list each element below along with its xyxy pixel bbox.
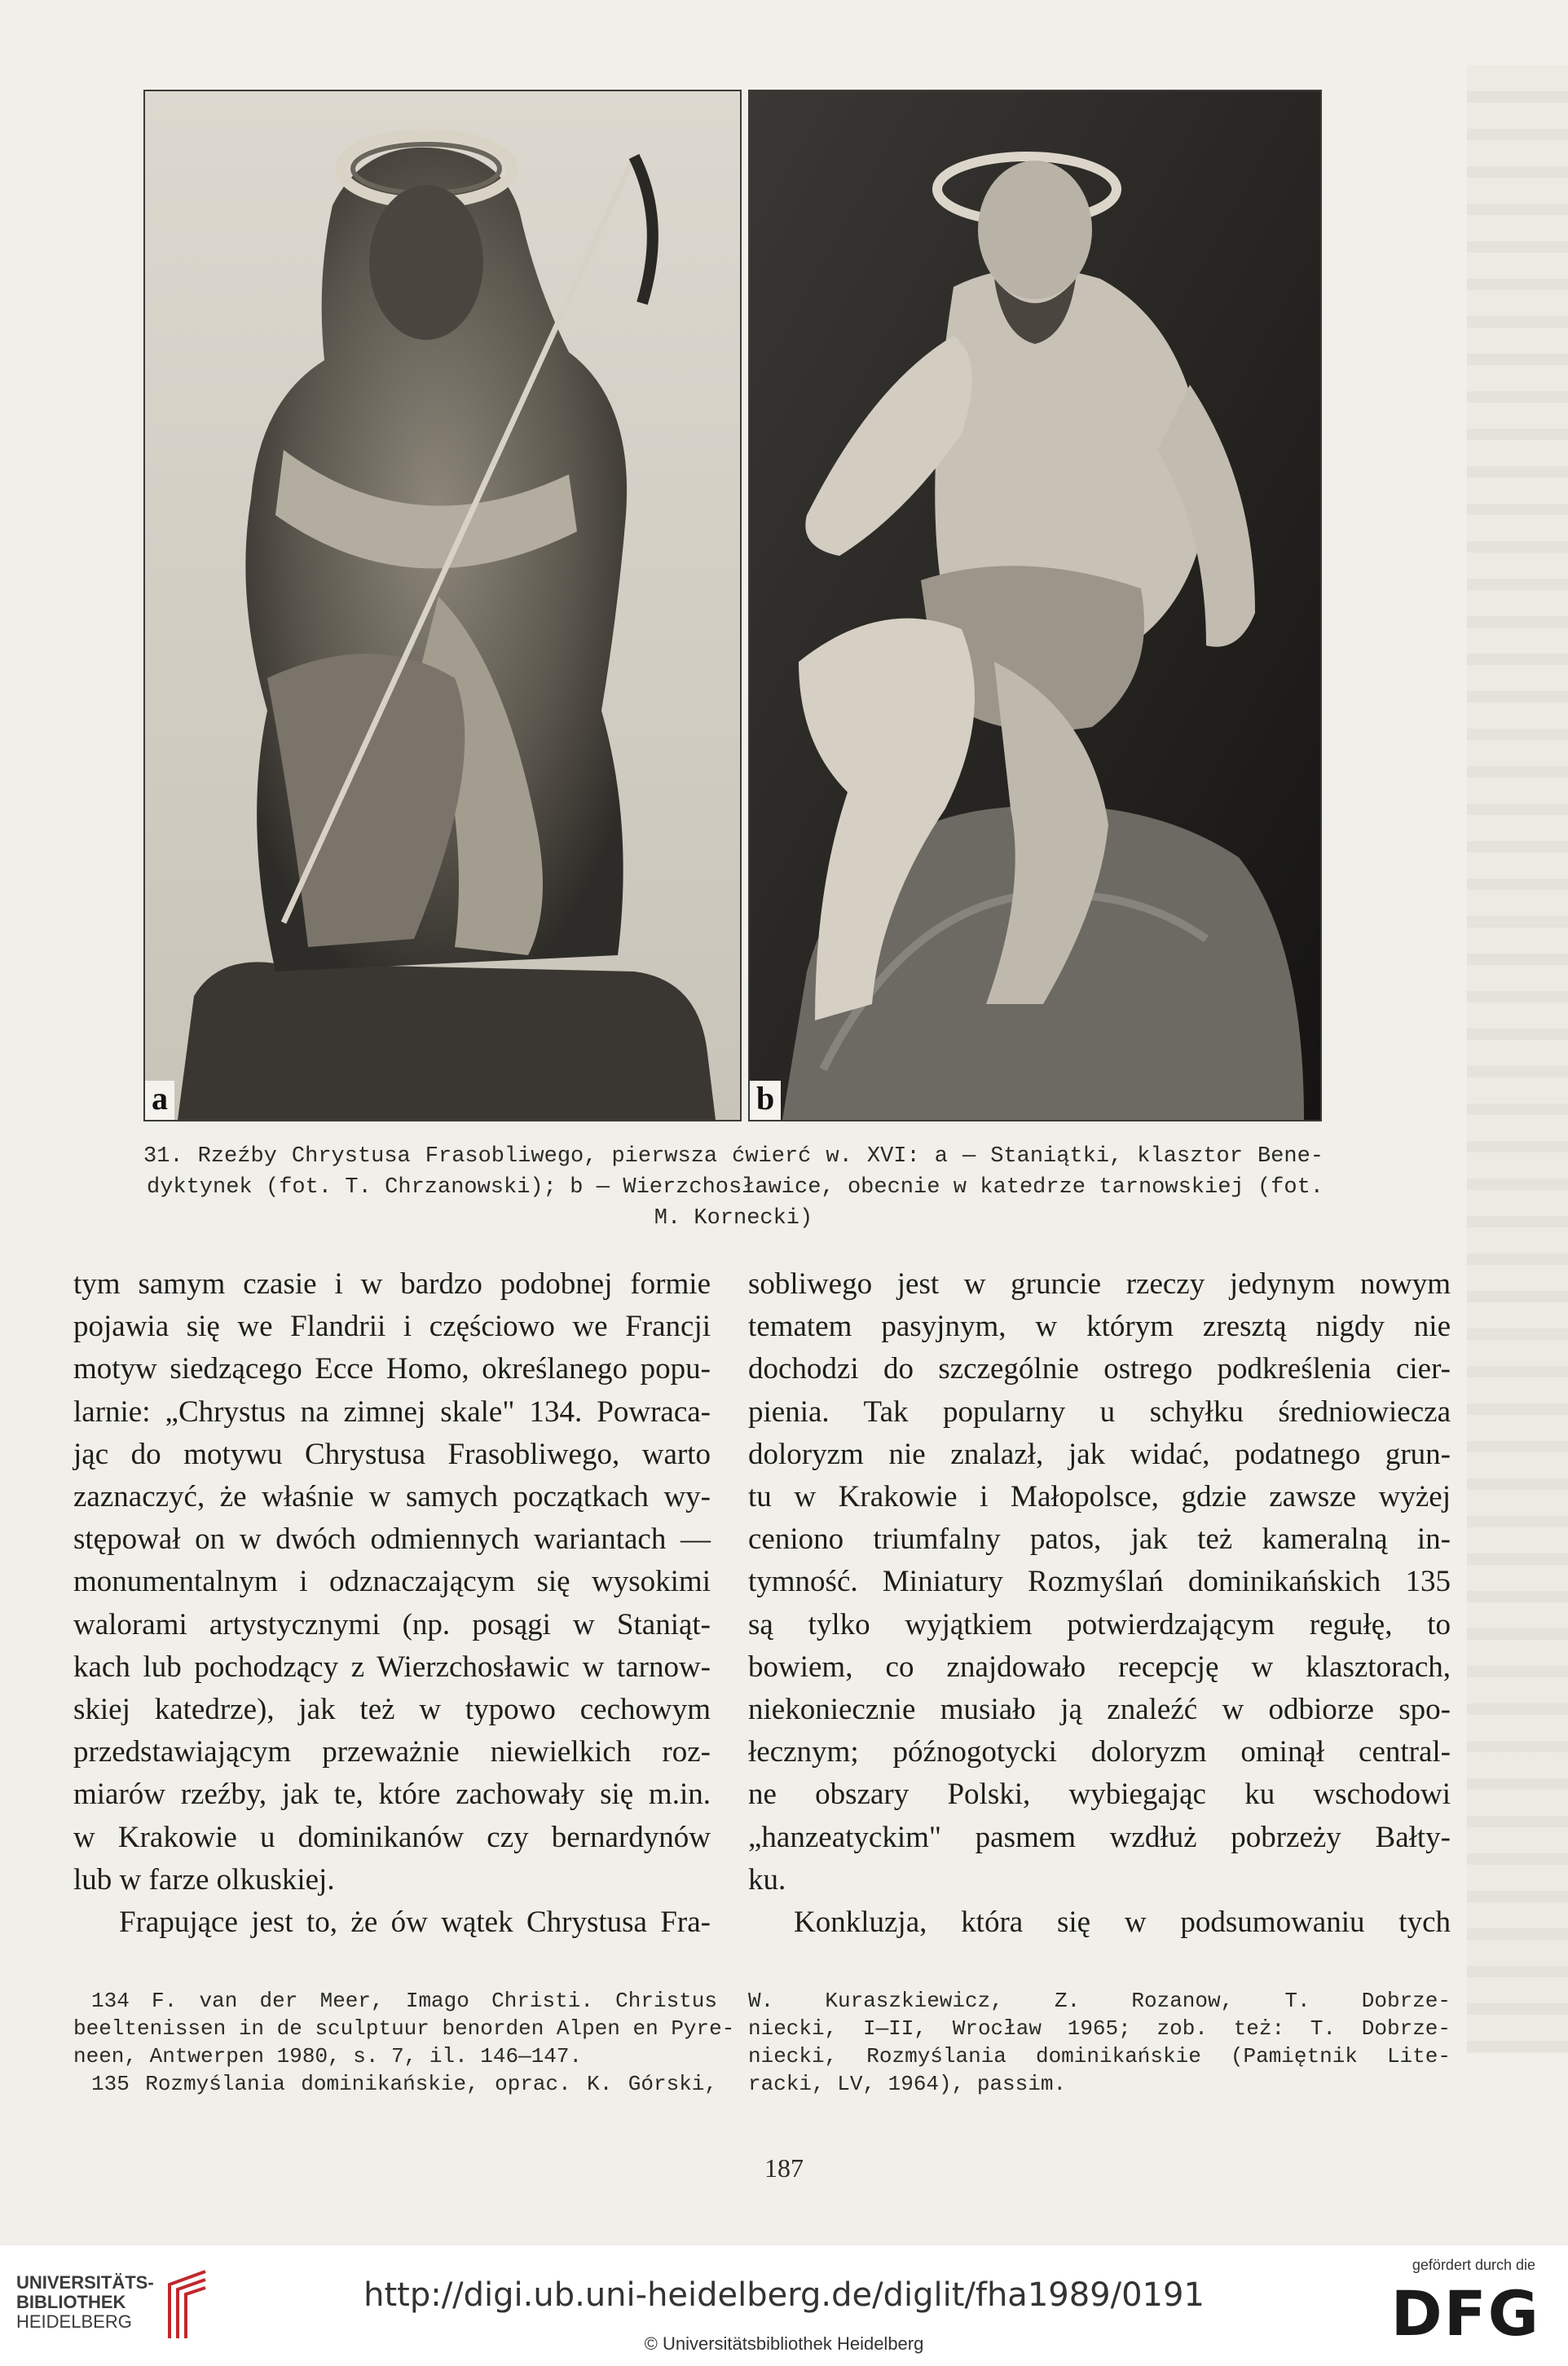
figure-caption: [143, 1141, 1324, 1234]
text-line: niekoniecznie musiało ją znaleźć w odbiorze spo-: [748, 1693, 1451, 1727]
footnotes-left: [73, 1987, 735, 2098]
library-name-line: UNIVERSITÄTS-: [16, 2272, 154, 2293]
footnote-line: 135 Rozmyślania dominikańskie, oprac. K. Górski,: [91, 2072, 717, 2096]
footnote-line: W. Kuraszkiewicz, Z. Rozanow, T. Dobrze-: [748, 1989, 1451, 2013]
caption-line: 31. Rzeźby Chrystusa Frasobliwego, pierwsza ćwierć w. XVI: a — Staniątki, klasztor Bene-: [143, 1144, 1324, 1169]
text-line: przedstawiającym przeważnie niewielkich roz-: [73, 1735, 711, 1769]
sculpture-a-image: [145, 91, 740, 1120]
adjacent-page-bleed: [1467, 65, 1568, 2054]
text-line: „hanzeatyckim" pasmem wzdłuż pobrzeży Bałty-: [748, 1820, 1451, 1854]
text-line: zaznaczyć, że właśnie w samych początkach wy-: [73, 1480, 711, 1514]
text-line: Frapujące jest to, że ów wątek Chrystusa Fra-: [119, 1906, 711, 1940]
footnote-line: beeltenissen in de sculptuur benorden Alpen en Pyre-: [73, 2016, 735, 2041]
text-line: łecznym; późnogotycki doloryzm ominął central-: [748, 1735, 1451, 1769]
text-line: lub w farze olkuskiej.: [73, 1862, 335, 1897]
text-line: ne obszary Polski, wybiegając ku wschodowi: [748, 1778, 1451, 1812]
footnote-line: niecki, Rozmyślania dominikańskie (Pamiętnik Lite-: [748, 2044, 1451, 2069]
text-line: tu w Krakowie i Małopolsce, gdzie zawsze wyżej: [748, 1480, 1451, 1514]
text-line: w Krakowie u dominikanów czy bernardynów: [73, 1820, 711, 1854]
text-line: tematem pasyjnym, w którym zresztą nigdy nie: [748, 1310, 1451, 1344]
text-line: walorami artystycznymi (np. posągi w Staniąt-: [73, 1607, 711, 1641]
caption-line: dyktynek (fot. T. Chrzanowski); b — Wierzchosławice, obecnie w katedrze tarnowskiej (fot.: [147, 1175, 1324, 1200]
text-line: motyw siedzącego Ecce Homo, określanego popu-: [73, 1352, 711, 1386]
footnote-line: 134 F. van der Meer, Imago Christi. Christus: [91, 1989, 717, 2013]
text-line: monumentalnym i odznaczającym się wysokimi: [73, 1565, 711, 1599]
text-line: dochodzi do szczególnie ostrego podkreślenia cier-: [748, 1352, 1451, 1386]
plate-a-label: a: [145, 1081, 174, 1120]
text-line: miarów rzeźby, jak te, które zachowały się m.in.: [73, 1778, 711, 1812]
library-name-line: BIBLIOTHEK: [16, 2292, 126, 2312]
sculpture-b-image: [750, 91, 1320, 1120]
text-line: stępował on w dwóch odmiennych wariantach —: [73, 1522, 711, 1557]
text-line: sobliwego jest w gruncie rzeczy jedynym nowym: [748, 1267, 1451, 1301]
text-line: bowiem, co znajdowało recepcję w klasztorach,: [748, 1650, 1451, 1684]
permalink-url[interactable]: http://digi.ub.uni-heidelberg.de/diglit/fha1989/0191: [363, 2276, 1205, 2314]
funding-note: gefördert durch die: [1412, 2257, 1535, 2273]
text-line: pienia. Tak popularny u schyłku średniowiecza: [748, 1394, 1451, 1429]
footnote-line: neen, Antwerpen 1980, s. 7, il. 146—147.: [73, 2044, 583, 2069]
text-line: tym samym czasie i w bardzo podobnej formie: [73, 1267, 711, 1301]
photo-plate-b: [748, 90, 1322, 1121]
page-number: 187: [764, 2153, 804, 2183]
text-line: skiej katedrze), jak też w typowo cechowym: [73, 1693, 711, 1727]
dfg-logo[interactable]: DFG: [1390, 2277, 1540, 2350]
text-line: ceniono triumfalny patos, jak też kameralną in-: [748, 1522, 1451, 1557]
text-line: jąc do motywu Chrystusa Frasobliwego, warto: [73, 1437, 711, 1471]
text-line: pojawia się we Flandrii i częściowo we Francji: [73, 1310, 711, 1344]
photo-plate-a: [143, 90, 742, 1121]
copyright-notice: © Universitätsbibliothek Heidelberg: [644, 2333, 924, 2354]
text-line: Konkluzja, która się w podsumowaniu tych: [794, 1906, 1451, 1940]
text-line: ku.: [748, 1862, 786, 1897]
text-line: larnie: „Chrystus na zimnej skale" 134. Powraca-: [73, 1394, 711, 1429]
text-line: kach lub pochodzący z Wierzchosławic w tarnow-: [73, 1650, 711, 1684]
library-name-line: HEIDELBERG: [16, 2311, 132, 2332]
footnotes-right: [748, 1987, 1451, 2098]
footnote-line: niecki, I—II, Wrocław 1965; zob. też: T. Dobrze-: [748, 2016, 1451, 2041]
body-column-left: [73, 1263, 711, 1944]
caption-line: M. Kornecki): [654, 1206, 813, 1231]
body-column-right: [748, 1263, 1451, 1944]
text-line: doloryzm nie znalazł, jak widać, podatnego grun-: [748, 1437, 1451, 1471]
plate-b-label: b: [750, 1081, 781, 1120]
digitization-footer: [0, 2245, 1568, 2366]
footnote-line: racki, LV, 1964), passim.: [748, 2072, 1067, 2096]
text-line: tymność. Miniatury Rozmyślań dominikańskich 135: [748, 1565, 1451, 1599]
text-line: są tylko wyjątkiem potwierdzającym regułę, to: [748, 1607, 1451, 1641]
